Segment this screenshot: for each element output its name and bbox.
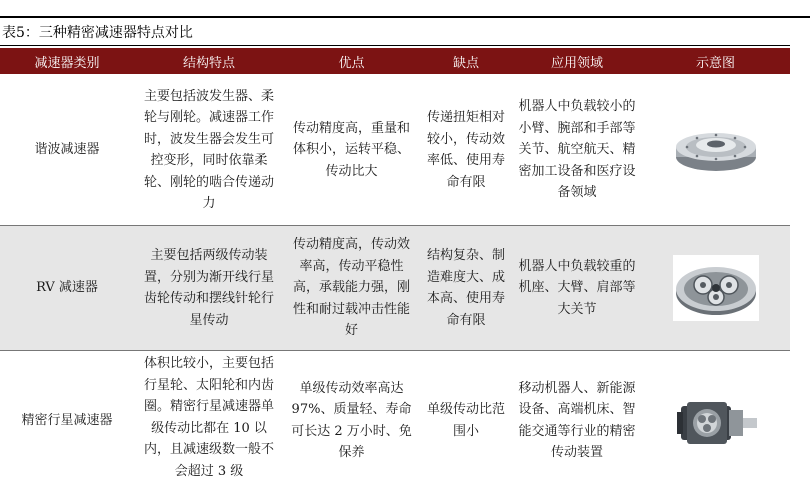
row-category: 精密行星减速器 [21, 412, 113, 428]
header-disadvantages: 缺点 [452, 55, 479, 71]
header-structure: 结构特点 [182, 55, 235, 71]
row-disadvantages: 传递扭矩相对较小，传动效率低、使用寿命有限 [426, 110, 505, 190]
row-structure: 体积比较小，主要包括行星轮、太阳轮和内齿圈。精密行星减速器单级传动比都在 10 以内，且减速级数一般不会超过 3 级 [143, 356, 274, 479]
rv-reducer-photo [641, 255, 790, 321]
table-row [0, 226, 790, 350]
row-category: RV 减速器 [36, 280, 98, 296]
header-applications: 应用领域 [550, 55, 603, 71]
row-structure: 主要包括两级传动装置，分别为渐开线行星齿轮传动和摆线针轮行星传动 [143, 248, 274, 328]
row-applications: 机器人中负载较重的机座、大臂、肩部等大关节 [518, 258, 636, 317]
header-category: 减速器类别 [34, 55, 100, 71]
header-illustration: 示意图 [695, 55, 735, 71]
row-applications: 机器人中负载较小的小臂、腕部和手部等关节、航空航天、精密加工设备和医疗设备领域 [518, 99, 636, 201]
row-advantages: 单级传动效率高达 97%、质量轻、寿命可长达 2 万小时、免保养 [291, 380, 412, 460]
caption-rule [0, 45, 790, 46]
table-row [0, 75, 790, 225]
table-row [0, 351, 790, 490]
header-advantages: 优点 [338, 55, 365, 71]
table-header [0, 48, 790, 74]
row-disadvantages: 单级传动比范围小 [426, 402, 505, 439]
row-advantages: 传动精度高，传动效率高，传动平稳性高，承载能力强，刚性和耐过载冲击性能好 [292, 237, 410, 339]
top-rule [0, 16, 810, 18]
planetary-reducer-photo [641, 388, 790, 454]
row-advantages: 传动精度高，重量和体积小，运转平稳、传动比大 [292, 120, 410, 179]
row-applications: 移动机器人、新能源设备、高端机床、智能交通等行业的精密传动装置 [518, 380, 636, 460]
row-disadvantages: 结构复杂、制造难度大、成本高、使用寿命有限 [426, 248, 505, 328]
harmonic-reducer-photo [641, 117, 790, 183]
table-caption: 表5：三种精密减速器特点对比 [2, 25, 193, 41]
row-category: 谐波减速器 [34, 142, 100, 158]
row-structure: 主要包括波发生器、柔轮与刚轮。减速器工作时，波发生器会发生可控变形，同时依靠柔轮、刚轮的啮合传递动力 [143, 88, 274, 211]
